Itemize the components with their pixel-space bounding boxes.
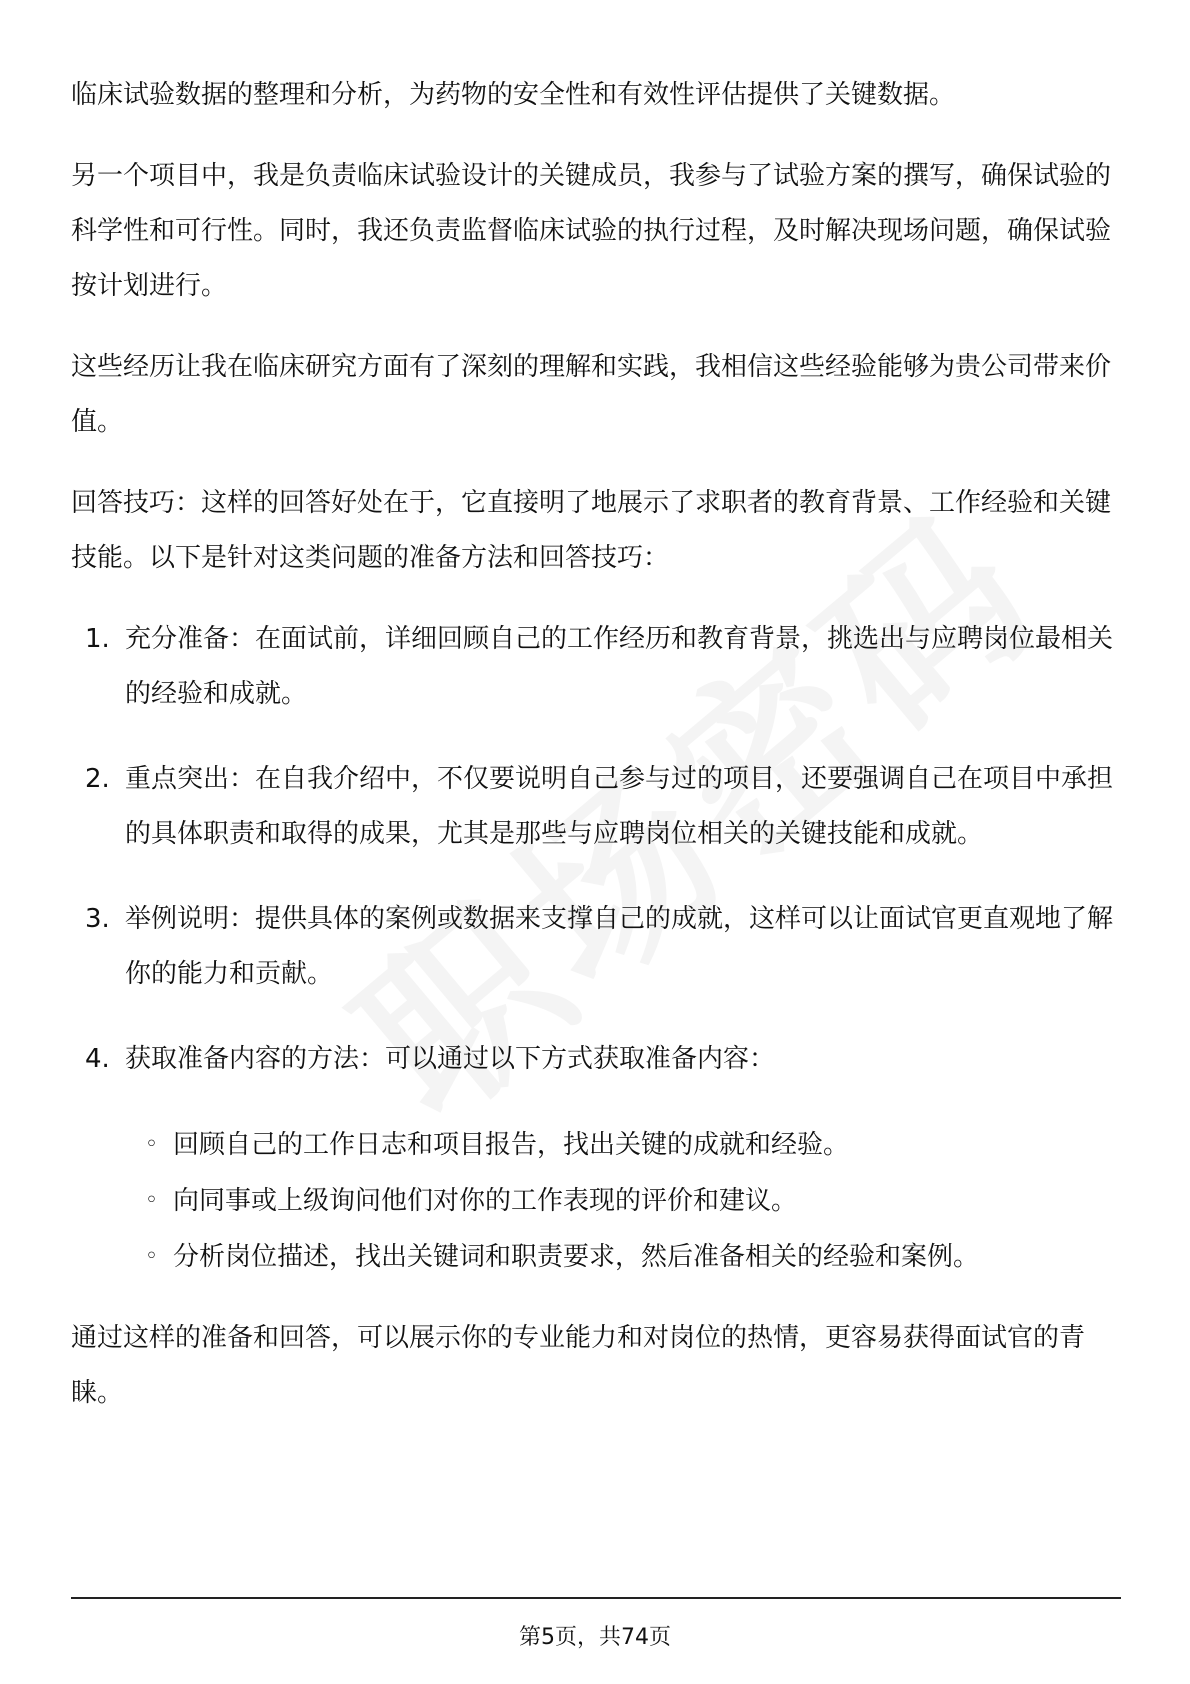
sublist-item-text: 向同事或上级询问他们对你的工作表现的评价和建议。: [173, 1186, 798, 1216]
page-number: 第5页，共74页: [519, 1625, 671, 1650]
page-content: [71, 68, 1121, 1447]
list-item-text: 举例说明：提供具体的案例或数据来支撑自己的成就，这样可以让面试官更直观地了解你的能力和贡献。: [125, 904, 1114, 989]
list-number: 2.: [85, 764, 110, 794]
list-number: 3.: [85, 904, 110, 934]
bullet-icon: ◦: [145, 1244, 158, 1269]
list-item-3: [71, 892, 1121, 1002]
closing-paragraph: 通过这样的准备和回答，可以展示你的专业能力和对岗位的热情，更容易获得面试官的青睐。: [71, 1323, 1086, 1408]
list-item-text: 获取准备内容的方法：可以通过以下方式获取准备内容：: [125, 1044, 776, 1074]
paragraph-1: 临床试验数据的整理和分析，为药物的安全性和有效性评估提供了关键数据。: [71, 80, 956, 110]
list-item-2: [71, 752, 1121, 862]
sublist-item-text: 回顾自己的工作日志和项目报告，找出关键的成就和经验。: [173, 1130, 850, 1160]
list-item-4: [71, 1032, 1121, 1087]
paragraph-2: 另一个项目中，我是负责临床试验设计的关键成员，我参与了试验方案的撰写，确保试验的科学性和可行性。同时，我还负责监督临床试验的执行过程，及时解决现场问题，确保试验按计划进行。: [71, 161, 1112, 301]
list-item-text: 重点突出：在自我介绍中，不仅要说明自己参与过的项目，还要强调自己在项目中承担的具体职责和取得的成果，尤其是那些与应聘岗位相关的关键技能和成就。: [125, 764, 1114, 849]
bullet-icon: ◦: [145, 1132, 158, 1157]
bullet-sublist: [71, 1117, 1121, 1285]
footer-divider: [71, 1597, 1121, 1599]
sublist-item-1: [145, 1117, 1121, 1173]
paragraph-3: 这些经历让我在临床研究方面有了深刻的理解和实践，我相信这些经验能够为贵公司带来价值。: [71, 352, 1112, 437]
list-item-text: 充分准备：在面试前，详细回顾自己的工作经历和教育背景，挑选出与应聘岗位最相关的经验和成就。: [125, 624, 1114, 709]
bullet-icon: ◦: [145, 1188, 158, 1213]
list-item-1: [71, 612, 1121, 722]
numbered-list: [71, 612, 1121, 1087]
list-number: 1.: [85, 624, 110, 654]
sublist-item-3: [145, 1229, 1121, 1285]
sublist-item-text: 分析岗位描述，找出关键词和职责要求，然后准备相关的经验和案例。: [173, 1242, 980, 1272]
paragraph-tips: 回答技巧：这样的回答好处在于，它直接明了地展示了求职者的教育背景、工作经验和关键技能。以下是针对这类问题的准备方法和回答技巧：: [71, 488, 1112, 573]
list-number: 4.: [85, 1044, 110, 1074]
sublist-item-2: [145, 1173, 1121, 1229]
